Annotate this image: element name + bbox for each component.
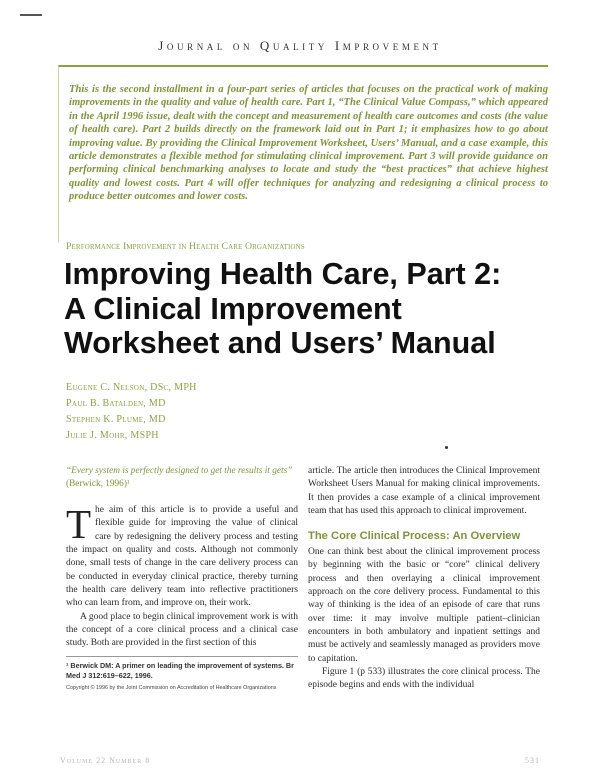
body-paragraph: One can think best about the clinical improvement process by beginning with the basic or “core” clinical delivery process and then overlaying a clinical improvement approach on the core delivery process. Fundamental to this way of thinking is the idea of an episode of care that runs over time: it may involve multiple patient–clinician encounters in both ambulatory and inpatient settings and must be actively and seamlessly managed as providers move to capitation. <box>308 547 540 664</box>
author-name: Stephen K. Plume, MD <box>66 414 166 425</box>
epigraph-quote: “Every system is perfectly designed to get the results it gets” <box>66 466 293 476</box>
author-name: Paul B. Batalden, MD <box>66 398 166 409</box>
journal-header: Journal on Quality Improvement <box>158 38 442 53</box>
copyright-line: Copyright © 1996 by the Joint Commission on Accreditation of Healthcare Organizations <box>66 685 277 692</box>
title-line-3: Worksheet and Users’ Manual <box>64 326 496 360</box>
epigraph <box>66 465 298 490</box>
footnote: ¹ Berwick DM: A primer on leading the improvement of systems. Br Med J 312:619–622, 1996. <box>66 661 294 680</box>
title-line-2: A Clinical Improvement <box>64 291 402 326</box>
author-list <box>66 380 197 444</box>
footnote-area <box>66 656 298 691</box>
title-line-1: Improving Health Care, Part 2: <box>64 257 502 291</box>
page-number: 531 <box>525 756 540 765</box>
section-heading: The Core Clinical Process: An Overview <box>308 530 521 543</box>
body-paragraph: article. The article then introduces the Clinical Improvement Worksheet Users Manual for making clinical improvements. It then provides a case example of a clinical improvement team that has used this approach to clinical improvement. <box>308 466 540 516</box>
body-paragraph: A good place to begin clinical improvement work is with the concept of a core clinical process and a clinical case study. Both are provided in the first section of this <box>66 611 298 649</box>
right-column <box>308 465 540 692</box>
author-name: Eugene C. Nelson, DSc, MPH <box>66 382 197 393</box>
page-footer <box>60 756 540 765</box>
epigraph-citation: (Berwick, 1996)¹ <box>66 478 130 489</box>
section-kicker: Performance Improvement in Health Care Organizations <box>66 241 305 252</box>
article-title <box>64 257 564 361</box>
left-column <box>66 465 298 691</box>
author-name: Julie J. Mohr, MSPH <box>66 430 159 441</box>
body-paragraph <box>66 501 298 610</box>
abstract-box <box>58 65 548 243</box>
volume-number: Volume 22 Number 8 <box>60 756 151 765</box>
abstract-text: This is the second installment in a four-part series of articles that focuses on the practical work of making improvements in the quality and value of health care. Part 1, “The Clinical Value Compass,” which appeared in the April 1996 issue, dealt with the concept and measurement of health care outcomes and costs (the value of health care). Part 2 builds directly on the framework laid out in Part 1; it emphasizes how to go about improving value. By providing the Clinical Improvement Worksheet, Users’ Manual, and a case example, this article demonstrates a flexible method for stimulating clinical improvement. Part 3 will provide guidance on performing clinical benchmarking analyses to locate and study the “best practices” that achieve highest quality and lowest costs. Part 4 will offer techniques for analyzing and redesigning a clinical process to produce better outcomes and lower costs. <box>69 84 548 203</box>
stray-dot <box>445 446 448 449</box>
paragraph-text: he aim of this article is to provide a useful and flexible guide for improving the value of clinical care by redesigning the delivery process and testing the impact on quality and costs. Although not commonly done, small tests of change in the care delivery process can be conducted in everyday clinical practice, thereby turning the health care delivery team into reflective practitioners who can learn from, and improve on, their work. <box>66 505 298 609</box>
scan-artifact-mark <box>20 14 42 16</box>
drop-cap: T <box>66 501 92 548</box>
body-paragraph: Figure 1 (p 533) illustrates the core clinical process. The episode begins and ends with the individual <box>308 666 540 691</box>
